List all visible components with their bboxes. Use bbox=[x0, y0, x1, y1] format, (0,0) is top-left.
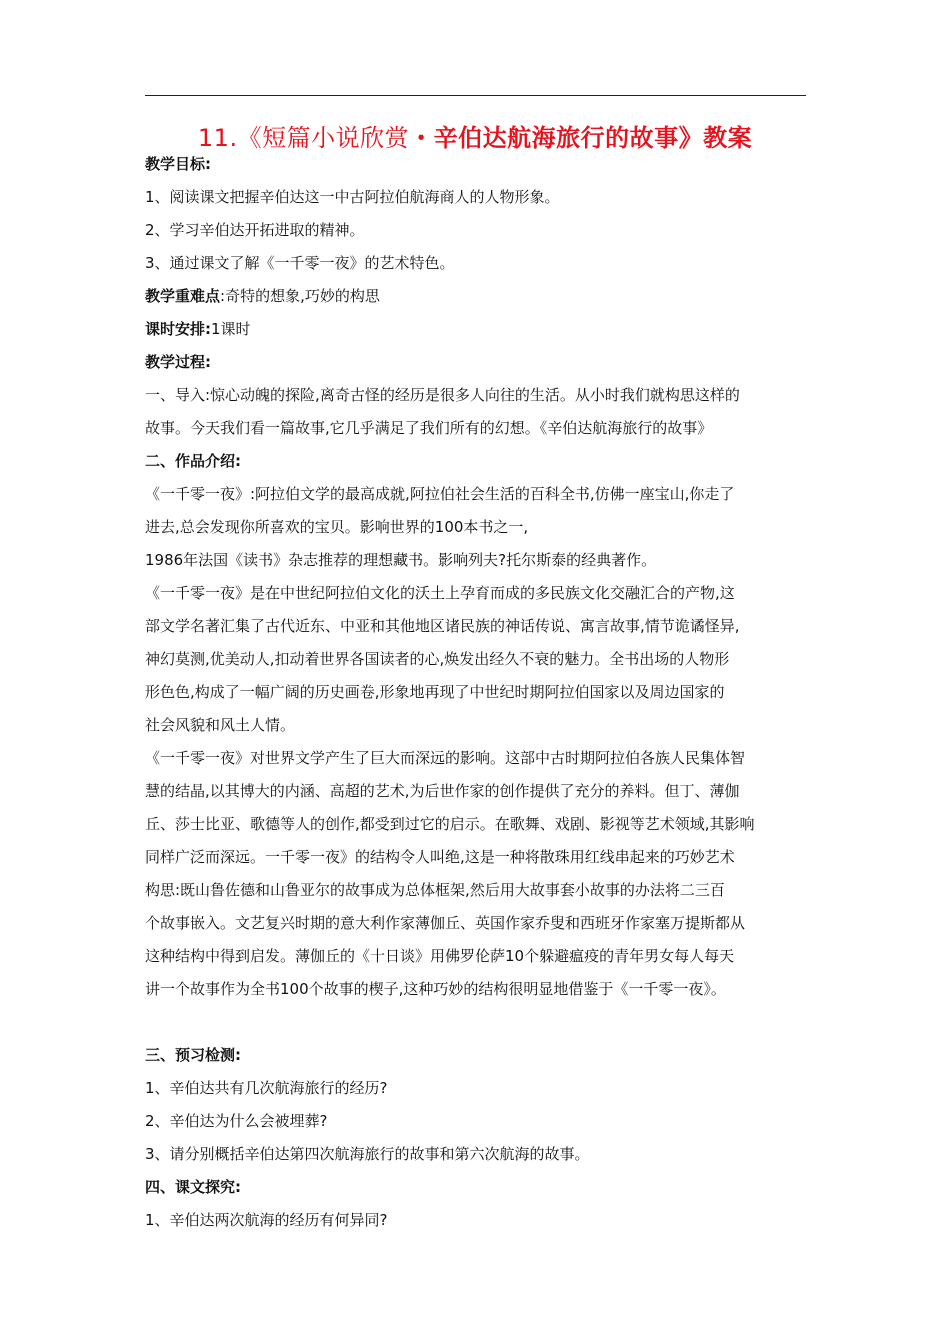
header-rule bbox=[145, 95, 806, 96]
paragraph-3-line-7: 这种结构中得到启发。薄伽丘的《十日谈》用佛罗伦萨10个躲避瘟疫的青年男女每人每天 bbox=[145, 947, 735, 965]
goal-item-2: 2、学习辛伯达开拓进取的精神。 bbox=[145, 221, 365, 239]
paragraph-3-line-6: 个故事嵌入。文艺复兴时期的意大利作家薄伽丘、英国作家乔叟和西班牙作家塞万提斯都从 bbox=[145, 914, 746, 932]
works-line-2: 进去,总会发现你所喜欢的宝贝。影响世界的100本书之一, bbox=[145, 518, 529, 536]
blank-line bbox=[145, 1006, 807, 1039]
paragraph-3-line-2: 慧的结晶,以其博大的内涵、高超的艺术,为后世作家的创作提供了充分的养料。但丁、薄伽 bbox=[145, 782, 740, 800]
works-line-3: 1986年法国《读书》杂志推荐的理想藏书。影响列夫?托尔斯泰的经典著作。 bbox=[145, 551, 657, 569]
schedule-line bbox=[145, 313, 807, 346]
title-main: 辛伯达航海旅行的故事》教案 bbox=[433, 124, 753, 152]
title-dot: ・ bbox=[409, 124, 434, 152]
preview-question-3: 3、请分别概括辛伯达第四次航海旅行的故事和第六次航海的故事。 bbox=[145, 1145, 590, 1163]
schedule-text: 1课时 bbox=[211, 320, 251, 338]
preview-question-1: 1、辛伯达共有几次航海旅行的经历? bbox=[145, 1079, 388, 1097]
paragraph-2-line-5: 社会风貌和风土人情。 bbox=[145, 716, 296, 734]
key-points-label: 教学重难点 bbox=[145, 287, 221, 305]
paragraph-3-line-1: 《一千零一夜》对世界文学产生了巨大而深远的影响。这部中古时期阿拉伯各族人民集体智 bbox=[145, 749, 746, 767]
goal-item-1: 1、阅读课文把握辛伯达这一中古阿拉伯航海商人的人物形象。 bbox=[145, 188, 560, 206]
paragraph-2-line-2: 部文学名著汇集了古代近东、中亚和其他地区诸民族的神话传说、寓言故事,情节诡谲怪异, bbox=[145, 617, 740, 635]
paragraph-2-line-1: 《一千零一夜》是在中世纪阿拉伯文化的沃土上孕育而成的多民族文化交融汇合的产物,这 bbox=[145, 584, 735, 602]
section-heading-preview: 三、预习检测: bbox=[145, 1046, 241, 1064]
title-prefix: 11.《短篇小说欣赏 bbox=[197, 124, 410, 152]
paragraph-3-line-8: 讲一个故事作为全书100个故事的楔子,这种巧妙的结构很明显地借鉴于《一千零一夜》。 bbox=[145, 980, 726, 998]
works-line-1: 《一千零一夜》:阿拉伯文学的最高成就,阿拉伯社会生活的百科全书,仿佛一座宝山,你走了 bbox=[145, 485, 735, 503]
paragraph-2-line-3: 神幻莫测,优美动人,扣动着世界各国读者的心,焕发出经久不衰的魅力。全书出场的人物形 bbox=[145, 650, 730, 668]
section-heading-explore: 四、课文探究: bbox=[145, 1178, 241, 1196]
key-points-line bbox=[145, 280, 807, 313]
goal-item-3: 3、通过课文了解《一千零一夜》的艺术特色。 bbox=[145, 254, 455, 272]
section-heading-process: 教学过程: bbox=[145, 353, 211, 371]
paragraph-3-line-3: 丘、莎士比亚、歌德等人的创作,都受到过它的启示。在歌舞、戏剧、影视等艺术领域,其影响 bbox=[145, 815, 755, 833]
preview-question-2: 2、辛伯达为什么会被埋葬? bbox=[145, 1112, 328, 1130]
paragraph-2-line-4: 形色色,构成了一幅广阔的历史画卷,形象地再现了中世纪时期阿拉伯国家以及周边国家的 bbox=[145, 683, 725, 701]
intro-line-1: 一、导入:惊心动魄的探险,离奇古怪的经历是很多人向往的生活。从小时我们就构思这样的 bbox=[145, 386, 740, 404]
section-heading-goals: 教学目标: bbox=[145, 155, 211, 173]
explore-question-1: 1、辛伯达两次航海的经历有何异同? bbox=[145, 1211, 388, 1229]
key-points-text: :奇特的想象,巧妙的构思 bbox=[220, 287, 380, 305]
schedule-label: 课时安排: bbox=[145, 320, 211, 338]
document-body bbox=[145, 148, 807, 1237]
intro-line-2: 故事。今天我们看一篇故事,它几乎满足了我们所有的幻想。《辛伯达航海旅行的故事》 bbox=[145, 419, 713, 437]
paragraph-3-line-5: 构思:既山鲁佐德和山鲁亚尔的故事成为总体框架,然后用大故事套小故事的办法将二三百 bbox=[145, 881, 725, 899]
paragraph-3-line-4: 同样广泛而深远。一千零一夜》的结构令人叫绝,这是一种将散珠用红线串起来的巧妙艺术 bbox=[145, 848, 735, 866]
section-heading-works: 二、作品介绍: bbox=[145, 452, 241, 470]
